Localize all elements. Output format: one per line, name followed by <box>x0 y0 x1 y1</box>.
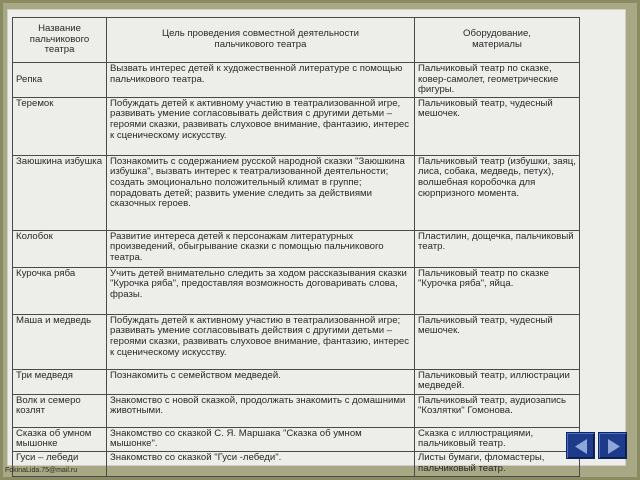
triangle-left-icon <box>567 433 596 460</box>
cell-equipment: Пальчиковый театр, аудиозапись "Козлятки" Гомонова. <box>415 394 580 427</box>
table-row <box>13 314 580 369</box>
cell-goal: Побуждать детей к активному участию в театрализованной игре; развивать умение согласовывать действия с другими детьми – героями сказки, развивать слуховое внимание, фантазию, интерес к сценическому искусству. <box>107 314 415 369</box>
cell-goal: Учить детей внимательно следить за ходом рассказывания сказки "Курочка ряба", предоставляя возможность договаривать слова, фразы. <box>107 267 415 314</box>
cell-equipment: Пластилин, дощечка, пальчиковый театр. <box>415 230 580 267</box>
cell-equipment: Пальчиковый театр (избушки, заяц, лиса, собака, медведь, петух), волшебная коробочка для сюрпризного момента. <box>415 155 580 230</box>
cell-theatre-name: Заюшкина избушка <box>13 155 107 230</box>
cell-equipment: Листы бумаги, фломастеры, пальчиковый театр. <box>415 451 580 476</box>
table-row <box>13 394 580 427</box>
cell-goal: Знакомство со сказкой С. Я. Маршака "Сказка об умном мышонке". <box>107 427 415 451</box>
cell-equipment: Пальчиковый театр по сказке, ковер-самолет, геометрические фигуры. <box>415 63 580 98</box>
prev-slide-button[interactable] <box>566 432 595 459</box>
cell-goal: Развитие интереса детей к персонажам литературных произведений, обыгрывание сказки с помощью пальчикового театра. <box>107 230 415 267</box>
cell-theatre-name: Гуси – лебеди <box>13 451 107 476</box>
table-row <box>13 267 580 314</box>
table-row <box>13 155 580 230</box>
cell-theatre-name: Теремок <box>13 97 107 155</box>
cell-equipment: Пальчиковый театр, чудесный мешочек. <box>415 314 580 369</box>
table-row <box>13 369 580 394</box>
author-email: FokinaLida.75@mail.ru <box>5 467 78 474</box>
finger-theatre-table <box>12 17 580 477</box>
cell-theatre-name: Курочка ряба <box>13 267 107 314</box>
cell-equipment: Сказка с иллюстрациями, пальчиковый театр. <box>415 427 580 451</box>
cell-theatre-name: Маша и медведь <box>13 314 107 369</box>
cell-equipment: Пальчиковый театр, чудесный мешочек. <box>415 97 580 155</box>
cell-theatre-name: Репка <box>13 63 107 98</box>
table-row <box>13 63 580 98</box>
table-row <box>13 97 580 155</box>
cell-goal: Знакомство с новой сказкой, продолжать знакомить с домашними животными. <box>107 394 415 427</box>
header-equipment: Оборудование, материалы <box>415 18 580 63</box>
cell-goal: Знакомство со сказкой "Гуси -лебеди". <box>107 451 415 476</box>
triangle-right-icon <box>599 433 628 460</box>
cell-theatre-name: Три медведя <box>13 369 107 394</box>
table-header-row <box>13 18 580 63</box>
cell-goal: Познакомить с семейством медведей. <box>107 369 415 394</box>
cell-theatre-name: Сказка об умном мышонке <box>13 427 107 451</box>
table-row <box>13 451 580 476</box>
cell-goal: Побуждать детей к активному участию в театрализованной игре, развивать умение согласовывать действия с другими детьми – героями сказки, развивать слуховое внимание, фантазию, интерес к сценическому искусству. <box>107 97 415 155</box>
next-slide-button[interactable] <box>598 432 627 459</box>
table-row <box>13 427 580 451</box>
cell-theatre-name: Колобок <box>13 230 107 267</box>
cell-equipment: Пальчиковый театр по сказке "Курочка ряба", яйца. <box>415 267 580 314</box>
header-theatre-name: Название пальчикового театра <box>13 18 107 63</box>
cell-goal: Познакомить с содержанием русской народной сказки "Заюшкина избушка", вызвать интерес к театрализованной деятельности; создать эмоционально положительный климат в группе; порадовать детей; развить умение следить за действиями сказочных героев. <box>107 155 415 230</box>
header-goal: Цель проведения совместной деятельности пальчикового театра <box>107 18 415 63</box>
cell-goal: Вызвать интерес детей к художественной литературе с помощью пальчикового театра. <box>107 63 415 98</box>
cell-theatre-name: Волк и семеро козлят <box>13 394 107 427</box>
cell-equipment: Пальчиковый театр, иллюстрации медведей. <box>415 369 580 394</box>
table-row <box>13 230 580 267</box>
